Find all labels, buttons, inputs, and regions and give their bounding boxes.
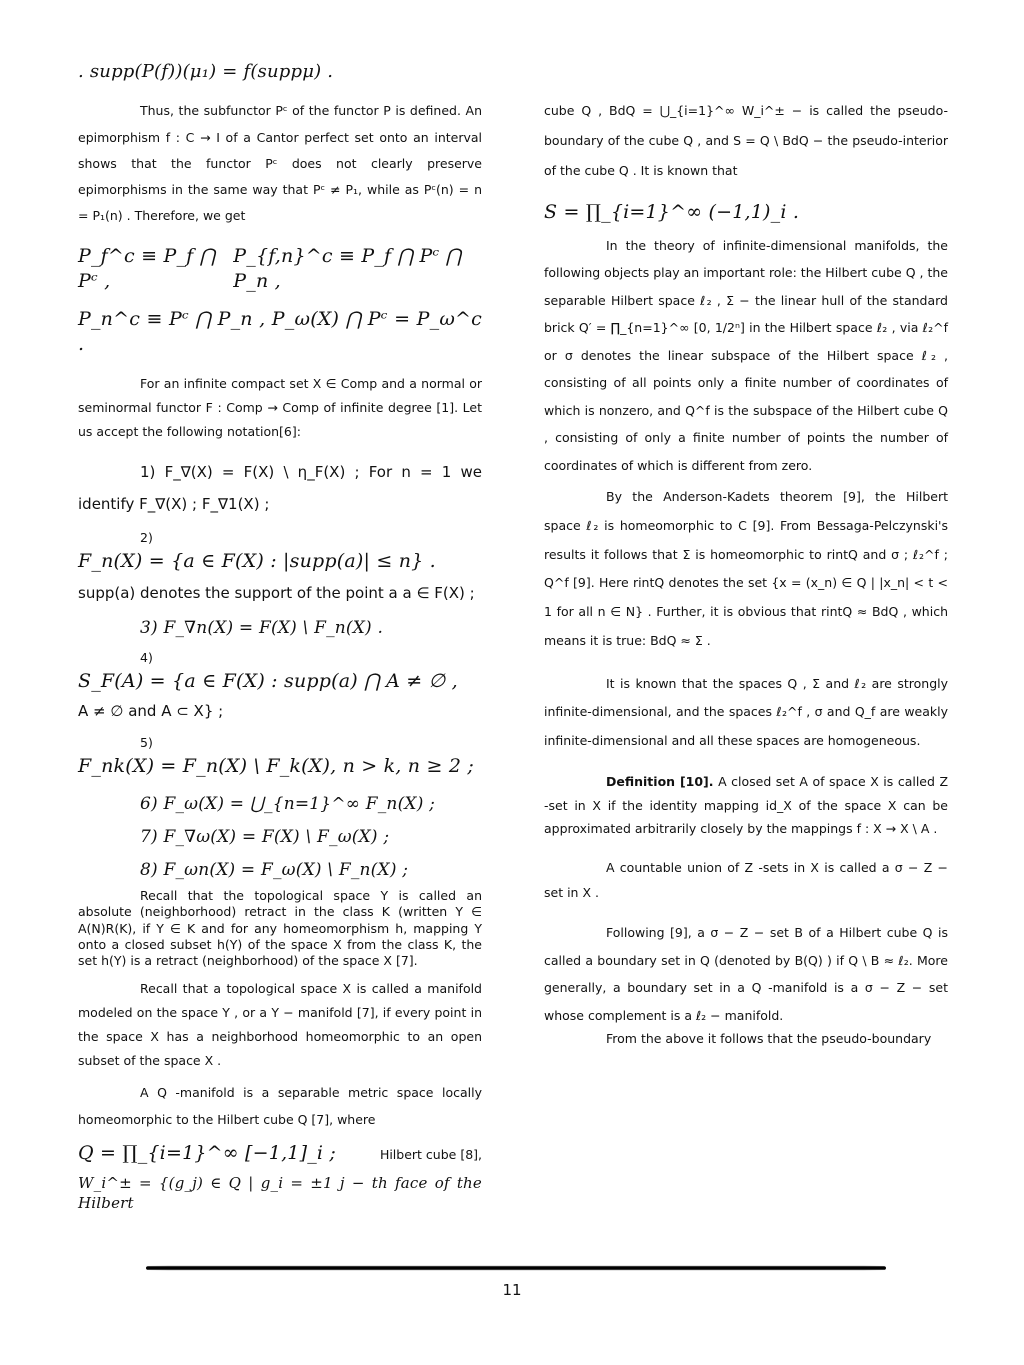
paragraph-q-manifold: A Q -manifold is a separable metric space locally homeomorphic to the Hilbert cube Q [7], where	[78, 1085, 482, 1127]
equation-fn: F_n(X) = {a ∈ F(X) : |supp(a)| ≤ n} .	[78, 550, 436, 573]
equation-pnc: P_n^c ≡ Pᶜ ⋂ P_n , P_ω(X) ⋂ Pᶜ = P_ω^c .	[78, 307, 482, 356]
equation-pfc: P_f^c ≡ P_f ⋂ Pᶜ ,	[78, 244, 216, 293]
equation-face: W_i^± = {(g_j) ∈ Q | g_i = ±1 j − th face of the Hilbert	[78, 1173, 482, 1212]
paragraph-anderson-kadets: By the Anderson-Kadets theorem [9], the Hilbert space ℓ₂ is homeomorphic to C [9]. From Bessaga-Pelczynski's results it follows that Σ is homeomorphic to rintQ and σ ; ℓ₂^f ; Q^f [9]. Here rintQ denotes the set {x = (x_n) ∈ Q | |x_n| < t < 1 for all n ∈ N} . Further, it is obvious that rintQ ≈ BdQ , which means it is true: BdQ ≈ Σ .	[544, 489, 948, 648]
paragraph-compact-set: For an infinite compact set X ∈ Comp and a normal or seminormal functor F : Comp → Comp of infinite degree [1]. Let us accept the following notation[6]:	[78, 376, 482, 439]
list-item-7: 7) F_∇ω(X) = F(X) \ F_ω(X) ;	[140, 827, 390, 848]
left-column	[78, 60, 482, 1213]
paragraph-definition	[544, 770, 948, 841]
right-column	[544, 96, 948, 1048]
paragraph-boundary-set: Following [9], a σ − Z − set B of a Hilbert cube Q is called a boundary set in Q (denoted by B(Q) ) if Q \ B ≈ ℓ₂. More generally, a boundary set in a Q -manifold is a σ − Z − set whose complement is a ℓ₂ − manifold.	[544, 925, 948, 1023]
paragraph-pseudo-boundary: cube Q , BdQ = ⋃_{i=1}^∞ W_i^± − is called the pseudo-boundary of the cube Q , and S = Q \ BdQ − the pseudo-interior of the cube Q . It is known that	[544, 103, 948, 178]
equation-pfnc: P_{f,n}^c ≡ P_f ⋂ Pᶜ ⋂ P_n ,	[233, 244, 462, 293]
paragraph-subfunctor: Thus, the subfunctor Pᶜ of the functor P is defined. An epimorphism f : C → I of a Cantor perfect set onto an interval shows that the functor Pᶜ does not clearly preserve epimorphisms in the same way that Pᶜ ≠ P₁, while as Pᶜ(n) = n = P₁(n) . Therefore, we get	[78, 103, 482, 224]
equation-fnk: F_nk(X) = F_n(X) \ F_k(X), n > k, n ≥ 2 ;	[78, 754, 474, 777]
list-item-4-label: 4)	[140, 650, 153, 666]
equation-hilbert-cube: Q = ∏_{i=1}^∞ [−1,1]_i ;	[78, 1141, 337, 1164]
equation-sf: S_F(A) = {a ∈ F(X) : supp(a) ⋂ A ≠ ∅ ,	[78, 669, 458, 692]
list-item-4-text: A ≠ ∅ and A ⊂ X} ;	[78, 701, 224, 720]
list-item-5-label: 5)	[140, 734, 153, 750]
equation-row-1	[78, 244, 482, 295]
list-item-8: 8) F_ωn(X) = F_ω(X) \ F_n(X) ;	[140, 860, 409, 881]
equation-supp: . supp(P(f))(μ₁) = f(suppμ) .	[78, 61, 334, 82]
paragraph-countable-union: A countable union of Z -sets in X is called a σ − Z − set in X .	[544, 860, 948, 901]
definition-text: A closed set A of space X is called Z -set in X if the identity mapping id_X of the space X can be approximated arbitrarily closely by the mappings f : X → X \ A .	[544, 773, 949, 837]
equation-row-hilbert	[78, 1141, 482, 1167]
paragraph-strongly-infinite: It is known that the spaces Q , Σ and ℓ₂ are strongly infinite-dimensional, and the spaces ℓ₂^f , σ and Q_f are weakly infinite-dimensional and all these spaces are homogeneous.	[544, 675, 948, 749]
definition-heading: Definition [10].	[606, 773, 714, 789]
list-item-1: 1) F_∇(X) = F(X) \ η_F(X) ; For n = 1 we identify F_∇(X) ; F_∇1(X) ;	[78, 463, 482, 513]
paragraph-infinite-dimensional: In the theory of infinite-dimensional manifolds, the following objects play an important role: the Hilbert cube Q , the separable Hilbert space ℓ₂ , Σ − the linear hull of the standard brick Q′ = ∏_{n=1}^∞ [0, 1/2ⁿ] in the Hilbert space ℓ₂ , via ℓ₂^f or σ denotes the linear subspace of the Hilbert space ℓ₂ , consisting of all points only a finite number of coordinates of which is nonzero, and Q^f is the subspace of the Hilbert cube Q , consisting of only a finite number of points the number of coordinates of which is different from zero.	[544, 237, 948, 473]
paragraph-absolute-retract: Recall that the topological space Y is called an absolute (neighborhood) retract in the class K (written Y ∈ A(N)R(K), if Y ∈ K and for any homeomorphism h, mapping Y onto a closed subset h(Y) of the space X from the class K, the set h(Y) is a retract (neighborhood) of the space X [7].	[78, 888, 482, 969]
list-item-6: 6) F_ω(X) = ⋃_{n=1}^∞ F_n(X) ;	[140, 794, 436, 815]
equation-pseudo-interior: S = ∏_{i=1}^∞ (−1,1)_i .	[544, 201, 800, 223]
paragraph-from-above: From the above it follows that the pseudo-boundary	[606, 1031, 932, 1047]
page-number: 11	[502, 1281, 522, 1299]
list-item-2-label: 2)	[140, 530, 153, 546]
paragraph-manifold: Recall that a topological space X is called a manifold modeled on the space Y , or a Y − manifold [7], if every point in the space X has a neighborhood homeomorphic to an open subset of the space X .	[78, 981, 482, 1068]
list-item-3: 3) F_∇n(X) = F(X) \ F_n(X) .	[140, 618, 384, 639]
text-hilbert-cube: Hilbert cube [8],	[379, 1146, 482, 1162]
list-item-2-text: supp(a) denotes the support of the point a a ∈ F(X) ;	[78, 583, 475, 602]
footer-rule	[146, 1266, 886, 1270]
